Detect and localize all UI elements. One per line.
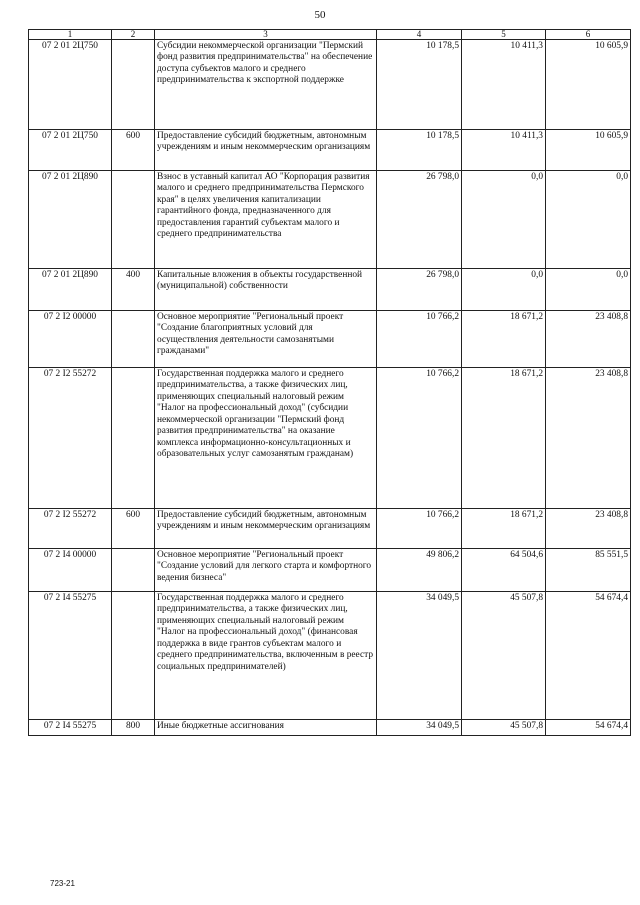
- item-name: Государственная поддержка малого и среднего предпринимательства, а также физических лиц, применяющих специальный налоговый режим "Налог на профессиональный доход" (субсидии некоммерческой организации "Пермский фонд развития предпринимательства" на оказание комплекса информационно-консультационных и образовательных услуг самозанятым гражданам): [155, 368, 377, 509]
- target-article-code: 07 2 I4 00000: [29, 549, 112, 592]
- budget-table: [28, 29, 631, 736]
- column-header: 1: [29, 30, 112, 40]
- expense-kind-code: [112, 40, 155, 130]
- table-row: [29, 368, 631, 509]
- item-name: Государственная поддержка малого и среднего предпринимательства, а также физических лиц, применяющих специальный налоговый режим "Налог на профессиональный доход" (финансовая поддержка в виде грантов субъектам малого и среднего предпринимательства, включенным в реестр социальных предпринимателей): [155, 592, 377, 720]
- amount-col-5: 64 504,6: [462, 549, 546, 592]
- expense-kind-code: [112, 368, 155, 509]
- expense-kind-code: [112, 171, 155, 269]
- amount-col-4: 10 766,2: [377, 509, 462, 549]
- target-article-code: 07 2 01 2Ц890: [29, 171, 112, 269]
- amount-col-4: 34 049,5: [377, 720, 462, 736]
- amount-col-5: 10 411,3: [462, 40, 546, 130]
- table-row: [29, 171, 631, 269]
- amount-col-5: 45 507,8: [462, 592, 546, 720]
- amount-col-6: 54 674,4: [546, 720, 631, 736]
- table-row: [29, 549, 631, 592]
- target-article-code: 07 2 I2 55272: [29, 509, 112, 549]
- target-article-code: 07 2 01 2Ц750: [29, 40, 112, 130]
- amount-col-6: 10 605,9: [546, 130, 631, 171]
- column-header: 6: [546, 30, 631, 40]
- document-footer-code: 723-21: [50, 879, 75, 888]
- column-header: 2: [112, 30, 155, 40]
- table-header-row: [29, 30, 631, 40]
- expense-kind-code: 400: [112, 269, 155, 311]
- item-name: Основное мероприятие "Региональный проект "Создание условий для легкого старта и комфортного ведения бизнеса": [155, 549, 377, 592]
- amount-col-6: 54 674,4: [546, 592, 631, 720]
- item-name: Взнос в уставный капитал АО "Корпорация развития малого и среднего предпринимательства Пермского края" в целях увеличения капитализации гарантийного фонда, предназначенного для предоставления гарантий субъектам малого и среднего предпринимательства: [155, 171, 377, 269]
- amount-col-5: 10 411,3: [462, 130, 546, 171]
- amount-col-4: 49 806,2: [377, 549, 462, 592]
- expense-kind-code: [112, 592, 155, 720]
- amount-col-4: 26 798,0: [377, 171, 462, 269]
- amount-col-6: 23 408,8: [546, 509, 631, 549]
- amount-col-4: 10 766,2: [377, 311, 462, 368]
- item-name: Основное мероприятие "Региональный проект "Создание благоприятных условий для осуществления деятельности самозанятыми гражданами": [155, 311, 377, 368]
- target-article-code: 07 2 01 2Ц890: [29, 269, 112, 311]
- expense-kind-code: 600: [112, 509, 155, 549]
- table-row: [29, 592, 631, 720]
- amount-col-5: 45 507,8: [462, 720, 546, 736]
- amount-col-5: 18 671,2: [462, 509, 546, 549]
- amount-col-4: 34 049,5: [377, 592, 462, 720]
- amount-col-4: 10 178,5: [377, 40, 462, 130]
- amount-col-4: 10 178,5: [377, 130, 462, 171]
- target-article-code: 07 2 01 2Ц750: [29, 130, 112, 171]
- target-article-code: 07 2 I2 55272: [29, 368, 112, 509]
- target-article-code: 07 2 I4 55275: [29, 592, 112, 720]
- amount-col-6: 0,0: [546, 171, 631, 269]
- table-row: [29, 269, 631, 311]
- table-row: [29, 720, 631, 736]
- amount-col-6: 10 605,9: [546, 40, 631, 130]
- expense-kind-code: [112, 311, 155, 368]
- item-name: Предоставление субсидий бюджетным, автономным учреждениям и иным некоммерческим организациям: [155, 509, 377, 549]
- item-name: Предоставление субсидий бюджетным, автономным учреждениям и иным некоммерческим организациям: [155, 130, 377, 171]
- column-header: 5: [462, 30, 546, 40]
- table-row: [29, 509, 631, 549]
- amount-col-6: 23 408,8: [546, 368, 631, 509]
- table-row: [29, 130, 631, 171]
- table-row: [29, 40, 631, 130]
- amount-col-5: 0,0: [462, 269, 546, 311]
- item-name: Иные бюджетные ассигнования: [155, 720, 377, 736]
- column-header: 4: [377, 30, 462, 40]
- amount-col-6: 0,0: [546, 269, 631, 311]
- expense-kind-code: [112, 549, 155, 592]
- amount-col-6: 85 551,5: [546, 549, 631, 592]
- table-row: [29, 311, 631, 368]
- expense-kind-code: 600: [112, 130, 155, 171]
- amount-col-5: 18 671,2: [462, 368, 546, 509]
- expense-kind-code: 800: [112, 720, 155, 736]
- target-article-code: 07 2 I4 55275: [29, 720, 112, 736]
- item-name: Капитальные вложения в объекты государственной (муниципальной) собственности: [155, 269, 377, 311]
- amount-col-4: 10 766,2: [377, 368, 462, 509]
- amount-col-5: 0,0: [462, 171, 546, 269]
- amount-col-5: 18 671,2: [462, 311, 546, 368]
- page-number: 50: [314, 9, 326, 21]
- amount-col-4: 26 798,0: [377, 269, 462, 311]
- item-name: Субсидии некоммерческой организации "Пермский фонд развития предпринимательства" на обеспечение доступа субъектов малого и среднего предпринимательства к экспортной поддержке: [155, 40, 377, 130]
- amount-col-6: 23 408,8: [546, 311, 631, 368]
- target-article-code: 07 2 I2 00000: [29, 311, 112, 368]
- column-header: 3: [155, 30, 377, 40]
